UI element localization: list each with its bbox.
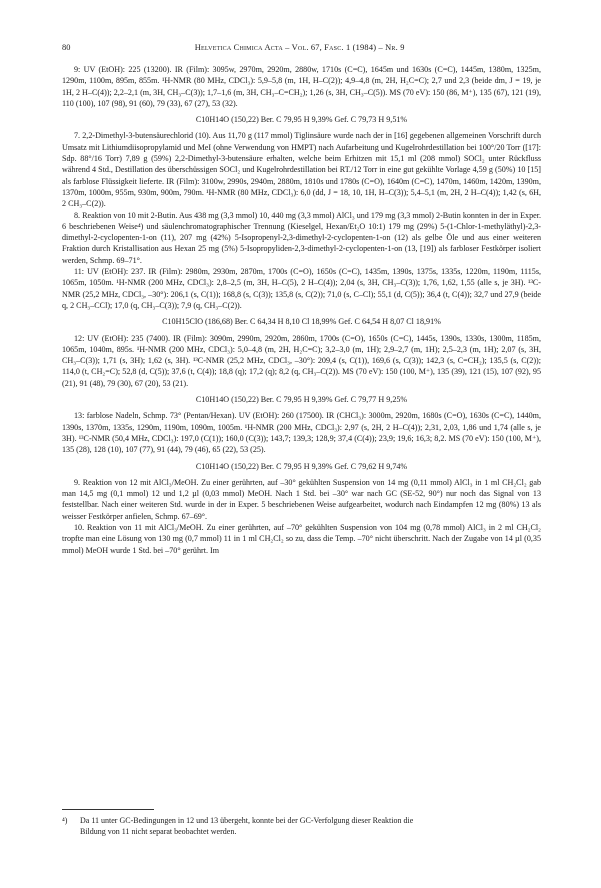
paragraph-exper-7: 7. 2,2-Dimethyl-3-butensäurechlorid (10). Aus 11,70 g (117 mmol) Tiglinsäure wurde nach der in [16] gegebenen allgemeinen Vorschrift durch Umsatz mit Lithiumdiisopropylamid und MeI (ohne Verwendung von HMPT) nach Aufarbeitung und Kugelrohrdestillation bei 100°/20 Torr ([17]: Sdp. 88°/16 Torr) 7,89 g (59%) 2,2-Dimethyl-3-butensäure erhalten, welche beim Erhitzen mit 15,1 ml (208 mmol) SOCl₂ unter Rückfluss während 4 Std., Destillation des überschüssigen SOCl₂ und Kugelrohrdestillation bei RT./12 Torr in eine gut gekühlte Vorlage 4,59 g (50%) 10 [15] als farblose Flüssigkeit lieferte. IR (Film): 3100w, 2990s, 2940m, 2880m, 1810s und 1780s (C=O), 1640m (C=C), 1470m, 1460m, 1420m, 1390m, 1370m, 1000m, 955m, 930m, 900m, 790m. ¹H-NMR (80 MHz, CDCl₃): 6,0 (dd, J = 18, 10, 1H, H–C(3)); 5,4–5,1 (m, 2H, 2 H–C(4)); 1,42 (s, 6H, 2 CH₃–C(2)). [62, 131, 541, 209]
journal-title: Helvetica Chimica Acta – Vol. 67, Fasc. 1 (1984) – Nr. 9 [194, 43, 405, 52]
paragraph-compound-11: 11: UV (EtOH): 237. IR (Film): 2980m, 2930m, 2870m, 1700s (C=O), 1650s (C=C), 1435m, 1390s, 1375s, 1335s, 1220m, 1190m, 1115s, 1065m, 1050m. ¹H-NMR (200 MHz, CDCl₃): 2,8–2,5 (m, 3H, H–C(5), 2 H–C(4)); 2,04 (s, 3H, CH₃–C(3)); 1,76, 1,62, 1,55 (alle s, je 3H). ¹³C-NMR (25,2 MHz, CDCl₃, –30°): 206,1 (s, C(1)); 168,8 (s, C(3)); 135,8 (s, C(2)); 71,0 (s, C–Cl); 55,1 (d, C(5)); 36,4 (t, C(4)); 32,7 und 27,9 (beide q, 2 CH₃–CCl); 17,0 (q, CH₃–C(3)); 7,9 (q, CH₃–C(2)). [62, 267, 541, 310]
footnote-divider [62, 809, 154, 810]
paragraph-exper-10: 10. Reaktion von 11 mit AlCl₃/MeOH. Zu einer gerührten, auf –70° gekühlten Suspension von 104 mg (0,78 mmol) AlCl₃ in 2 ml CH₂Cl₂ tropfte man eine Lösung von 130 mg (0,7 mmol) 11 in 1 ml CH₂Cl₂ so zu, dass die Temp. –70° nicht überschritt. Nach der Zugabe von 14 µl (0,35 mmol) MeOH wurde 1 Std. bei –70° gerührt. Im [62, 522, 541, 555]
footnote-mark: ⁴) [62, 816, 68, 825]
elemental-analysis-9: C10H14O (150,22) Ber. C 79,95 H 9,39% Gef. C 79,73 H 9,51% [195, 115, 408, 125]
elemental-analysis-12: C10H14O (150,22) Ber. C 79,95 H 9,39% Gef. C 79,77 H 9,25% [195, 395, 408, 405]
paragraph-exper-9: 9. Reaktion von 12 mit AlCl₃/MeOH. Zu einer gerührten, auf –30° gekühlten Suspension von 14 mg (0,11 mmol) AlCl₃ in 1 ml CH₂Cl₂ gab man 14,5 mg (0,1 mmol) 12 und 1,2 µl (0,03 mmol) MeOH. Nach 1 Std. bei –30° war nach GC (SE-52, 90°) nur noch das Signal von 13 feststellbar. Nach einer weiteren Std. wurde in der in Exper. 5 beschriebenen Weise aufgearbeitet, wodurch nach Eindampfen 12 mg (80%) 13 als weisser Festkörper anfielen, Schmp. 67–69°. [62, 477, 541, 521]
paragraph-compound-9: 9: UV (EtOH): 225 (13200). IR (Film): 3095w, 2970m, 2920m, 2880w, 1710s (C=C), 1645m und 1630s (C=C), 1445m, 1380m, 1325m, 1290m, 1100m, 895m, 855m. ¹H-NMR (80 MHz, CDCl₃): 5,9–5,8 (m, 1H, H–C(2)); 4,9–4,8 (m, 2H, H₂C=C); 2,7 und 2,3 (beide dm, J = 19, je 1H, 2 H–C(4)); 2,2–2,1 (m, 3H, CH₃–C(3)); 1,7–1,6 (m, 3H, CH₃–C=CH₂); 1,26 (s, 3H, CH₃–C(5)). MS (70 eV): 150 (86, M⁺), 135 (67), 121 (19), 110 (100), 107 (98), 91 (60), 79 (33), 67 (27), 53 (32). [62, 65, 541, 108]
paragraph-compound-13: 13: farblose Nadeln, Schmp. 73° (Pentan/Hexan). UV (EtOH): 260 (17500). IR (CHCl₃): 3000m, 2920m, 1680s (C=O), 1630s (C=C), 1440m, 1390s, 1370m, 1335s, 1290m, 1190m, 1090m, 1005m. ¹H-NMR (200 MHz, CDCl₃): 2,97 (s, 2H, 2 H–C(4)); 2,31, 2,03, 1,86 und 1,74 (alle s, je 3H). ¹³C-NMR (50,4 MHz, CDCl₃): 197,0 (C(1)); 160,0 (C(3)); 143,7; 139,3; 128,9; 37,4 (C(4)); 23,9; 19,6; 16,3; 8,2. MS (70 eV): 150 (100, M⁺), 135 (28), 128 (10), 107 (77), 91 (44), 79 (46), 65 (22), 53 (25). [62, 411, 541, 455]
paragraph-compound-12: 12: UV (EtOH): 235 (7400). IR (Film): 3090m, 2990m, 2920m, 2860m, 1700s (C=O), 1650s (C=C), 1445s, 1390s, 1330s, 1300m, 1185m, 1065m, 1040m, 895s. ¹H-NMR (200 MHz, CDCl₃): 5,0–4,8 (m, 2H, H₂C=C); 3,2–3,0 (m, 1H); 2,9–2,7 (m, 1H); 2,5–2,3 (m, 1H); 2,07 (s, 3H, CH₃–C(3)); 1,71 (s, 3H); 1,62 (s, 3H). ¹³C-NMR (25,2 MHz, CDCl₃, –30°): 209,4 (s, C(1)), 169,6 (s, C(3)); 142,3 (s, C=CH₂); 135,5 (s, C(2)); 114,0 (t, CH₂=C); 52,8 (d, C(5)); 37,6 (t, C(4)); 18,8 (q); 17,2 (q); 8,2 (q, CH₃–C(2)). MS (70 eV): 150 (100, M⁺), 135 (39), 121 (15), 107 (92), 95 (21), 91 (48), 79 (30), 67 (20), 53 (21). [62, 333, 541, 388]
footnote-line-1: Da 11 unter GC-Bedingungen in 12 und 13 übergeht, konnte bei der GC-Verfolgung dieser Reaktion die [80, 816, 414, 825]
footnote-line-2: Bildung von 11 nicht separat beobachtet werden. [80, 827, 237, 836]
elemental-analysis-11: C10H15ClO (186,68) Ber. C 64,34 H 8,10 Cl 18,99% Gef. C 64,54 H 8,07 Cl 18,91% [162, 317, 441, 327]
footnote [62, 815, 541, 837]
page-number: 80 [62, 43, 71, 52]
page [62, 42, 541, 556]
page-header [62, 42, 541, 54]
elemental-analysis-13: C10H14O (150,22) Ber. C 79,95 H 9,39% Gef. C 79,62 H 9,74% [195, 461, 408, 471]
paragraph-exper-8: 8. Reaktion von 10 mit 2-Butin. Aus 438 mg (3,3 mmol) 10, 440 mg (3,3 mmol) AlCl₃ und 179 mg (3,3 mmol) 2-Butin konnten in der in Exper. 6 beschriebenen Weise⁴) und säulenchromatographischer Trennung (Kieselgel, Hexan/Et₂O 10:1) 179 mg (29%) 5-(1-Chlor-1-methyläthyl)-2,3-dimethyl-2-cyclopenten-1-on (11), 207 mg (42%) 5-Isopropenyl-2,3-dimethyl-2-cyclopenten-1-on (12) als gelbe Öle und aus einer weiteren Fraktion durch Kristallisation aus Hexan 25 mg (5%) 5-Isopropyliden-2,3-dimethyl-2-cyclopenten-1-on (13, [19]) als farbloser Festkörper isoliert werden, Schmp. 69–71°. [62, 210, 541, 265]
